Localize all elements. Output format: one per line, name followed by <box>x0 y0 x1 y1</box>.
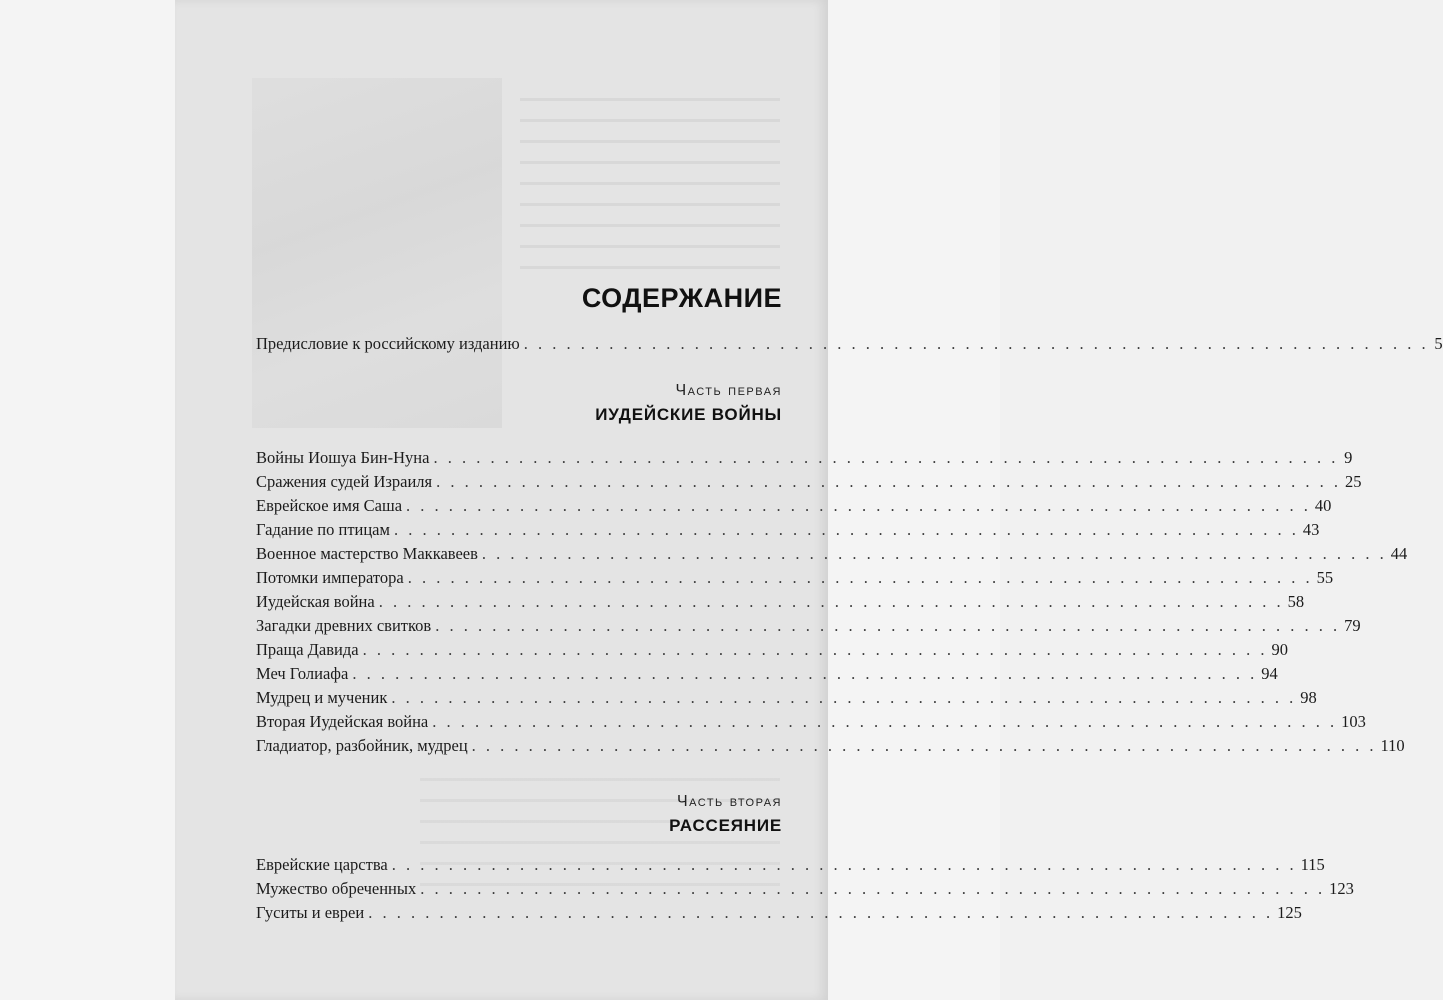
toc-entry-page: 103 <box>1341 712 1366 731</box>
toc-leader-dots: . . . . . . . . . . . . . . . . . . . . . . . . . . . . . . . . . . . . . . . . . . . . . . . . . . . . . . . . . . . . . . . . <box>391 688 1297 707</box>
toc-entry-page: 110 <box>1380 736 1405 755</box>
toc-entry <box>256 520 1320 544</box>
toc-entry-title: Меч Голиафа <box>256 664 349 683</box>
toc-entry <box>256 879 1354 903</box>
toc-entry <box>256 855 1325 879</box>
toc-entry-page: 115 <box>1300 855 1325 874</box>
toc-entry-title: Мужество обреченных <box>256 879 417 898</box>
left-margin <box>0 0 175 1000</box>
toc-leader-dots: . . . . . . . . . . . . . . . . . . . . . . . . . . . . . . . . . . . . . . . . . . . . . . . . . . . . . . . . . . . . . . . . <box>352 664 1258 683</box>
toc-entry <box>256 592 1305 616</box>
part-title: ИУДЕЙСКИЕ ВОЙНЫ <box>595 405 782 424</box>
toc-entry <box>256 640 1288 664</box>
toc-leader-dots: . . . . . . . . . . . . . . . . . . . . . . . . . . . . . . . . . . . . . . . . . . . . . . . . . . . . . . . . . . . . . . . . <box>435 616 1341 635</box>
toc-entry <box>256 448 1353 472</box>
toc-leader-dots: . . . . . . . . . . . . . . . . . . . . . . . . . . . . . . . . . . . . . . . . . . . . . . . . . . . . . . . . . . . . . . . . <box>362 640 1268 659</box>
toc-entry-preface <box>256 334 1443 358</box>
toc-entry-page: 44 <box>1390 544 1408 563</box>
toc-entry-title: Еврейское имя Саша <box>256 496 403 515</box>
toc-entry-page: 9 <box>1344 448 1353 467</box>
toc-entry <box>256 664 1278 688</box>
toc-leader-dots: . . . . . . . . . . . . . . . . . . . . . . . . . . . . . . . . . . . . . . . . . . . . . . . . . . . . . . . . . . . . . . . . <box>436 472 1341 491</box>
toc-entry <box>256 616 1361 640</box>
toc-entry-page: 43 <box>1302 520 1320 539</box>
toc-entry-title: Гуситы и евреи <box>256 903 365 922</box>
toc-entry <box>256 496 1332 520</box>
toc-entry-page: 25 <box>1345 472 1362 491</box>
toc-entry-page: 125 <box>1277 903 1302 922</box>
toc-entry-page: 5 <box>1434 334 1443 353</box>
toc-leader-dots: . . . . . . . . . . . . . . . . . . . . . . . . . . . . . . . . . . . . . . . . . . . . . . . . . . . . . . . . . . . . . . . . <box>406 496 1311 515</box>
toc-entry <box>256 688 1317 712</box>
toc-entry <box>256 712 1366 736</box>
toc-entry-page: 123 <box>1329 879 1354 898</box>
toc-entry-title: Вторая Иудейская война <box>256 712 429 731</box>
toc-leader-dots: . . . . . . . . . . . . . . . . . . . . . . . . . . . . . . . . . . . . . . . . . . . . . . . . . . . . . . . . . . . . . . . . <box>407 568 1313 587</box>
part-label: Часть вторая <box>677 793 782 810</box>
toc-entry-page: 94 <box>1261 664 1278 683</box>
toc-entry-title: Гладиатор, разбойник, мудрец <box>256 736 468 755</box>
toc-leader-dots: . . . . . . . . . . . . . . . . . . . . . . . . . . . . . . . . . . . . . . . . . . . . . . . . . . . . . . . . . . . . . . . . <box>420 879 1326 898</box>
toc-entry <box>256 903 1302 927</box>
toc-entry-page: 98 <box>1300 688 1317 707</box>
toc-entry-title: Иудейская война <box>256 592 375 611</box>
toc-leader-dots: . . . . . . . . . . . . . . . . . . . . . . . . . . . . . . . . . . . . . . . . . . . . . . . . . . . . . . . . . . . . . . . . <box>378 592 1284 611</box>
toc-leader-dots: . . . . . . . . . . . . . . . . . . . . . . . . . . . . . . . . . . . . . . . . . . . . . . . . . . . . . . . . . . . . . . . . <box>523 334 1429 353</box>
toc-entry <box>256 544 1408 568</box>
toc-entry <box>256 736 1405 760</box>
toc-entry-title: Сражения судей Израиля <box>256 472 433 491</box>
toc-leader-dots: . . . . . . . . . . . . . . . . . . . . . . . . . . . . . . . . . . . . . . . . . . . . . . . . . . . . . . . . . . . . . . . . <box>393 520 1299 539</box>
toc-entry-title: Потомки императора <box>256 568 404 587</box>
toc-leader-dots: . . . . . . . . . . . . . . . . . . . . . . . . . . . . . . . . . . . . . . . . . . . . . . . . . . . . . . . . . . . . . . . . <box>471 736 1377 755</box>
toc-entry-title: Предисловие к российскому изданию <box>256 334 520 353</box>
part-title: РАССЕЯНИЕ <box>669 816 782 835</box>
toc-entry-title: Загадки древних свитков <box>256 616 432 635</box>
toc-entry-page: 58 <box>1287 592 1305 611</box>
toc-leader-dots: . . . . . . . . . . . . . . . . . . . . . . . . . . . . . . . . . . . . . . . . . . . . . . . . . . . . . . . . . . . . . . . . <box>433 448 1339 467</box>
toc-heading: СОДЕРЖАНИЕ <box>581 283 782 313</box>
toc-entry <box>256 472 1362 496</box>
toc-entry-page: 90 <box>1271 640 1288 659</box>
toc-entry-page: 40 <box>1314 496 1332 515</box>
toc-entry-page: 55 <box>1316 568 1334 587</box>
toc-entry <box>256 568 1334 592</box>
bleed-through-text <box>520 80 780 280</box>
toc-leader-dots: . . . . . . . . . . . . . . . . . . . . . . . . . . . . . . . . . . . . . . . . . . . . . . . . . . . . . . . . . . . . . . . . <box>368 903 1274 922</box>
toc-entry-title: Военное мастерство Маккавеев <box>256 544 478 563</box>
bleed-through-photo <box>252 78 502 428</box>
toc-leader-dots: . . . . . . . . . . . . . . . . . . . . . . . . . . . . . . . . . . . . . . . . . . . . . . . . . . . . . . . . . . . . . . . . <box>432 712 1338 731</box>
part-label: Часть первая <box>675 382 782 399</box>
toc-entry-title: Мудрец и мученик <box>256 688 388 707</box>
toc-entry-title: Еврейские царства <box>256 855 388 874</box>
toc-entry-title: Войны Иошуа Бин-Нуна <box>256 448 430 467</box>
toc-entry-title: Гадание по птицам <box>256 520 390 539</box>
toc-entry-page: 79 <box>1344 616 1361 635</box>
toc-leader-dots: . . . . . . . . . . . . . . . . . . . . . . . . . . . . . . . . . . . . . . . . . . . . . . . . . . . . . . . . . . . . . . . . <box>481 544 1387 563</box>
toc-entry-title: Праща Давида <box>256 640 359 659</box>
toc-leader-dots: . . . . . . . . . . . . . . . . . . . . . . . . . . . . . . . . . . . . . . . . . . . . . . . . . . . . . . . . . . . . . . . . <box>391 855 1297 874</box>
